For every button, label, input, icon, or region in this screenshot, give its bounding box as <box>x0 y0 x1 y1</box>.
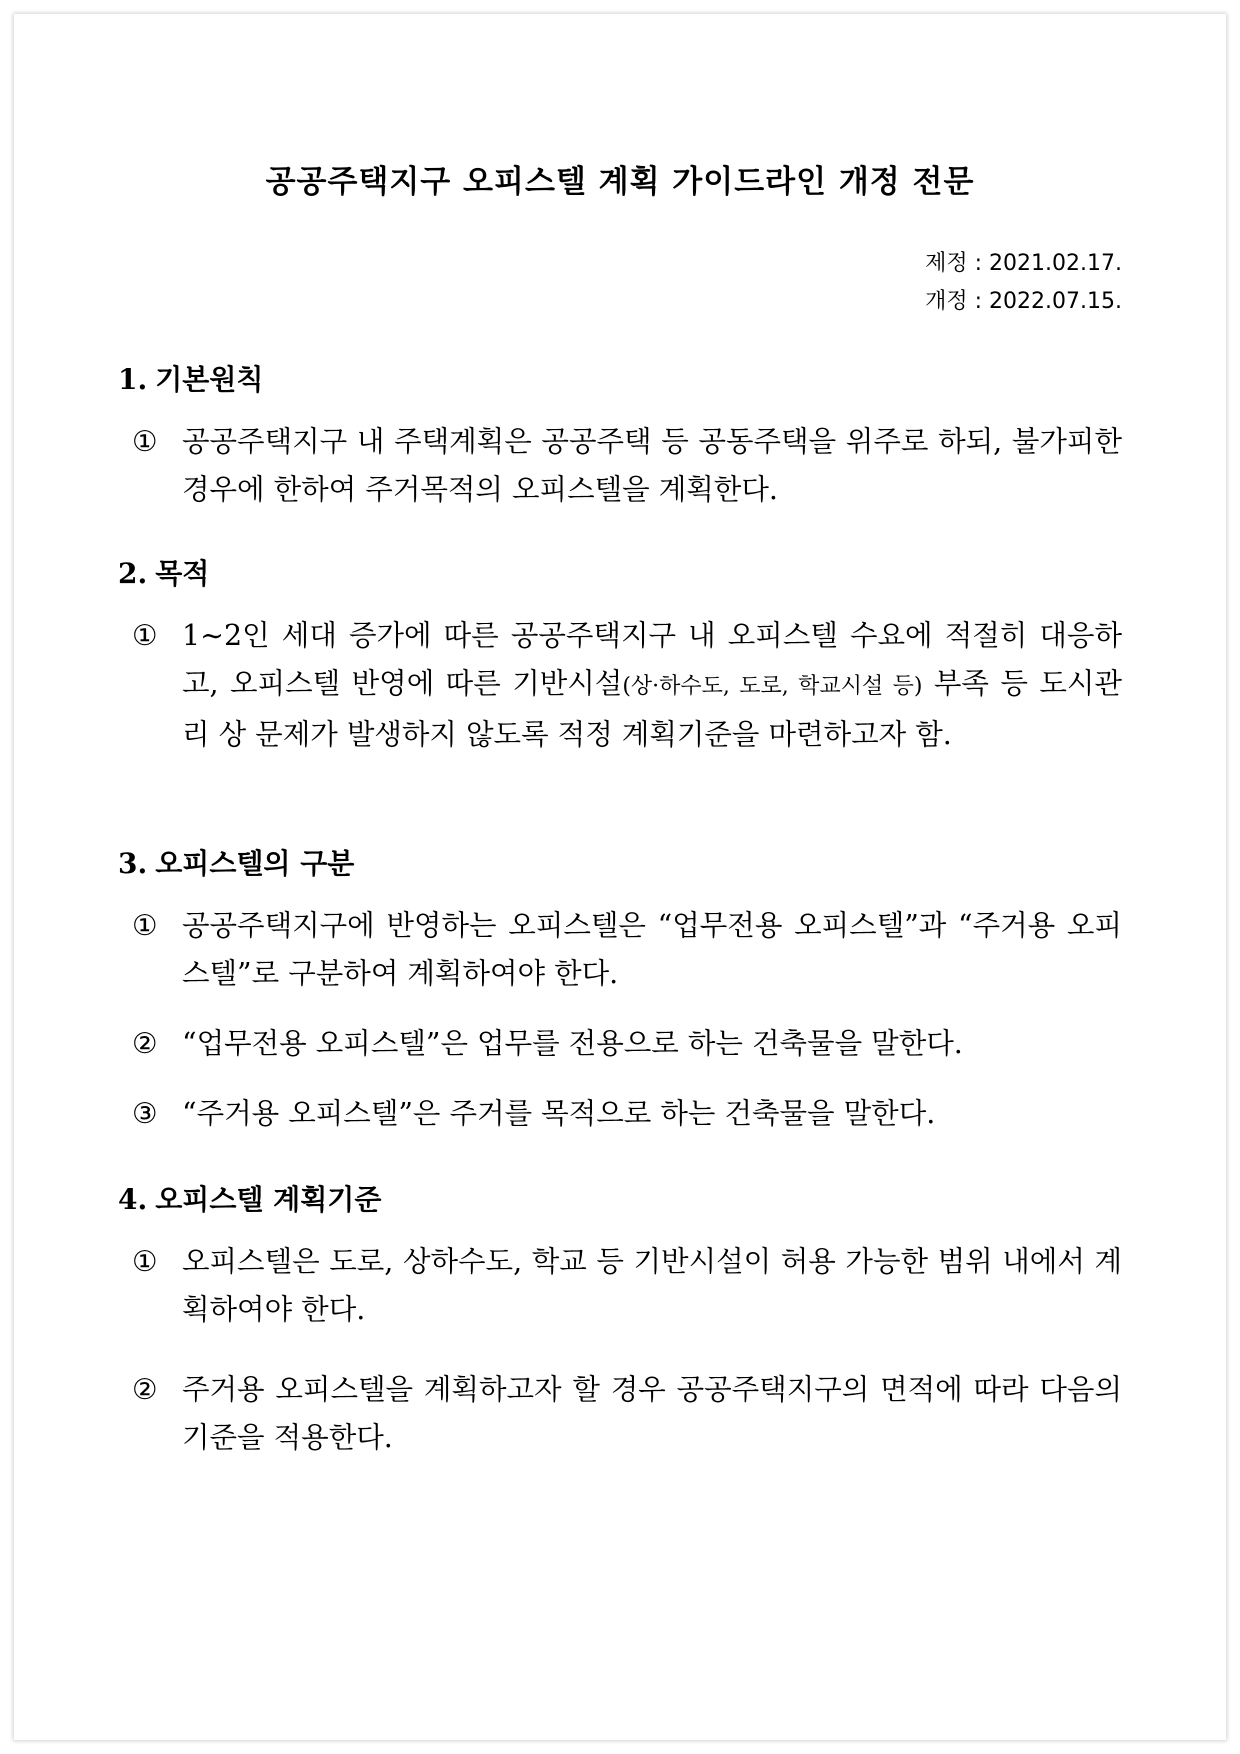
section-1-heading <box>118 358 263 398</box>
item-text-part: 1∼2인 세대 증가에 따른 공공주택지구 내 오피스텔 수요에 적절히 대응하고, 오피스텔 반영에 따른 기반시설 <box>182 619 1122 700</box>
section-3-item-3 <box>132 1090 1122 1138</box>
section-3-heading <box>118 842 354 882</box>
document-dates <box>925 245 1122 321</box>
item-text: 주거용 오피스텔을 계획하고자 할 경우 공공주택지구의 면적에 따라 다음의 기준을 적용한다. <box>182 1373 1122 1454</box>
section-2-item-1 <box>132 612 1122 759</box>
item-text: 공공주택지구에 반영하는 오피스텔은 “업무전용 오피스텔”과 “주거용 오피스텔”로 구분하여 계획하여야 한다. <box>182 909 1122 990</box>
section-3-item-2 <box>132 1020 1122 1068</box>
item-text: “업무전용 오피스텔”은 업무를 전용으로 하는 건축물을 말한다. <box>182 1027 963 1060</box>
revised-date: 개정 : 2022.07.15. <box>925 289 1122 314</box>
item-marker: ① <box>132 425 158 458</box>
section-number: 2. <box>118 557 148 590</box>
section-number: 4. <box>118 1183 148 1216</box>
item-text: 오피스텔은 도로, 상하수도, 학교 등 기반시설이 허용 가능한 범위 내에서 계획하여야 한다. <box>182 1245 1122 1326</box>
section-title: 오피스텔의 구분 <box>155 847 355 880</box>
item-text: “주거용 오피스텔”은 주거를 목적으로 하는 건축물을 말한다. <box>182 1097 936 1130</box>
section-title: 오피스텔 계획기준 <box>155 1183 382 1216</box>
item-text-note: (상·하수도, 도로, 학교시설 등) <box>622 674 923 699</box>
section-4-item-1 <box>132 1238 1122 1334</box>
item-marker: ① <box>132 619 158 652</box>
section-4-heading <box>118 1178 381 1218</box>
item-text-part: 부족 등 도시관리 상 문제가 발생하지 않도록 적정 계획기준을 마련하고자 함. <box>182 667 1122 751</box>
section-1-item-1 <box>132 418 1122 514</box>
enacted-date: 제정 : 2021.02.17. <box>925 251 1122 276</box>
section-title: 목적 <box>155 557 210 590</box>
item-marker: ① <box>132 909 158 942</box>
item-text: 공공주택지구 내 주택계획은 공공주택 등 공동주택을 위주로 하되, 불가피한 경우에 한하여 주거목적의 오피스텔을 계획한다. <box>182 425 1122 506</box>
section-number: 3. <box>118 847 148 880</box>
item-marker: ② <box>132 1373 158 1406</box>
section-4-item-2 <box>132 1366 1122 1462</box>
section-2-heading <box>118 552 209 592</box>
section-number: 1. <box>118 363 148 396</box>
item-marker: ③ <box>132 1097 158 1130</box>
section-3-item-1 <box>132 902 1122 998</box>
item-text <box>132 612 1122 759</box>
document-title: 공공주택지구 오피스텔 계획 가이드라인 개정 전문 <box>265 164 975 200</box>
item-marker: ② <box>132 1027 158 1060</box>
section-title: 기본원칙 <box>155 363 264 396</box>
item-marker: ① <box>132 1245 158 1278</box>
